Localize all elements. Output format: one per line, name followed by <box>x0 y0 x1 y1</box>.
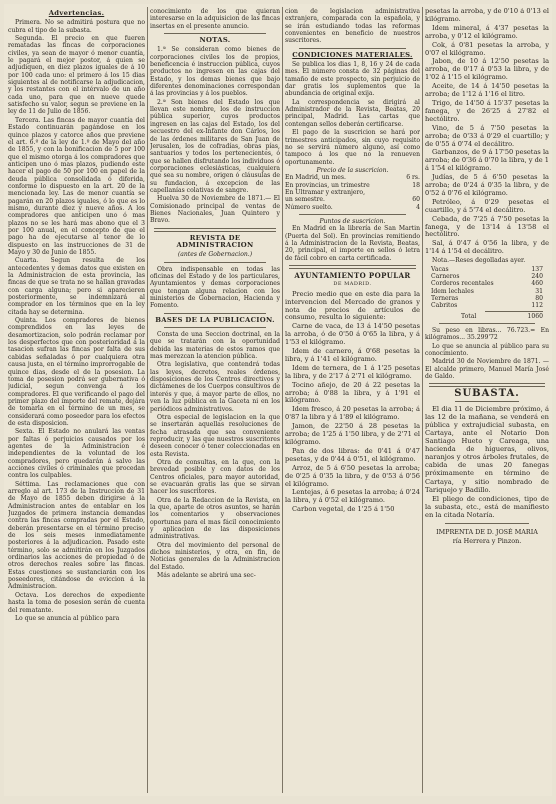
separator <box>299 214 406 215</box>
column-condiciones-ayuntamiento <box>285 8 420 792</box>
separator <box>455 401 519 402</box>
paragraph: Lentejas, á 6 pesetas la arroba; á 0'24 la libra, y á 0'52 el kilógramo. <box>285 488 420 505</box>
paragraph: cion de legislacion administrativa extranjera, comparada con la española, y se irán estudiando todas las reformas convenientes en beneficio de nuestros suscritores. <box>285 8 420 45</box>
paragraph: Idem mineral, á 4'37 pesetas la arroba, y 0'12 el kilógramo. <box>425 23 549 40</box>
paragraph: Cuarta. Segun resulta de los antecedentes y demas datos que existen en la Administracion de esta provincia, las fincas de que se trata no se hallan gravadas con carga alguna; pero si aparecieren posteriormente, se indemnizará al comprador en los términos que en la ley citada hay se determina. <box>8 257 145 316</box>
paragraph: Arroz, de 5 á 6'50 pesetas la arroba; de 0'25 á 0'35 la libra, y de 0'53 á 0'56 el kilógramo. <box>285 463 420 488</box>
reses-label: Vacas <box>431 265 449 273</box>
reses-row <box>425 302 549 309</box>
paragraph: Otra legislativa, que contendrá todas las leyes, decretos, reales órdenes, disposiciones de los Centros directivos y dictámenes de los Cuerpos consultivos de interés y que, á mayor parte de ellos, no ven la luz pública en la Gaceta ni en los periódicos administrativos. <box>150 361 280 413</box>
reses-value: 31 <box>535 287 543 295</box>
paragraph: Carbon vegetal, de 1'25 á 1'50 <box>292 505 395 514</box>
paragraph: Jabon, de 10 á 12'50 pesetas la arroba, de 0'17 á 0'53 la libra, y de 1'02 á 1'15 el kilógramo. <box>425 57 549 82</box>
paragraph: Tocino añejo, de 20 á 22 pesetas la arroba; á 0'88 la libra, y á 1'91 el kilógramo. <box>285 380 420 405</box>
imprenta-line: ría Herrera y Pinzon. <box>452 536 522 545</box>
paragraph: Idem fresco, á 20 pesetas la arroba; á 0'87 la libra y á 1'89 el kilógramo. <box>285 405 420 422</box>
reses-row <box>425 295 549 302</box>
price-row <box>285 189 420 196</box>
paragraph: Precio medio que en este dia para la intervencion del Mercado de granos y nota de precios de artículos de consumo, resulta lo siguiente: <box>285 289 420 322</box>
paragraph: La correspondencia se dirigirá al Administrador de la Revista, Beatas, 20 principal, Madrid. Las cartas que contengan sellos deberán certificarse. <box>285 98 420 128</box>
paragraph: 1.ª Se consideran como bienes de corporaciones civiles los de propios, beneficencia é instruccion pública, cuyos productos no ingresen en las cajas del Estado, y los demas bienes que bajo diferentes denominaciones correspondan á las provincias y á los pueblos. <box>150 46 280 98</box>
nota-reses: Nota.—Reses degolladas ayer. <box>432 257 526 265</box>
paragraph: Trigo, de 14'50 á 15'37 pesetas la fanega, y de 26'25 á 27'82 el hectólitro. <box>425 98 549 123</box>
paragraph: Idem de ternera, de 1 á 1'25 pesetas la libra, y de 2'17 á 2'71 el kilógramo. <box>285 363 420 380</box>
separator <box>164 327 266 328</box>
price-row <box>285 196 420 203</box>
price-label: un semestre. <box>285 196 325 204</box>
paragraph: Pan de dos libras: de 0'41 á 0'47 pesetas, y de 0'44 á 0'51, el kilógramo. <box>285 446 420 463</box>
reses-label: Cabritos <box>431 302 458 310</box>
paragraph: El pago de la suscricion se hará por trimestres anticipados, sin cuyo requisito no se servirá número alguno, así como tampoco á los que no la renueven oportunamente. <box>285 129 420 166</box>
reses-row <box>425 288 549 295</box>
paragraph: Vino, de 5 á 7'50 pesetas la arroba; de 0'33 á 0'29 el cuartillo; y de 0'55 á 0'74 el decálitro. <box>425 123 549 148</box>
paragraph: En Madrid en la librería de San Martin (Puerta del Sol). En provincias remitiendo á la Administracion de la Revista, Beatas, 20, principal, el importe en sellos ó letra de fácil cobro en carta certificada. <box>285 225 420 262</box>
reses-row <box>425 273 549 280</box>
paragraph: Huelva 30 de Noviembre de 1871.— El Comisionado principal de ventas de Bienes Nacionales, Juan Quintero y Bravo. <box>150 195 280 225</box>
price-label: En Ultramar y extranjero, <box>285 188 366 196</box>
paragraph: 2.ª Son bienes del Estado los que llevan este nombre, los de instruccion pública superior, cuyos productos ingresen en las cajas del Estado, los del secuestro del ex-Infante don Cárlos, los de las órdenes militares de San Juan de Jerusalen, los de cofradías, obras pías, santuarios y todos los pertenecientes, ó que se hallen disfrutando los individuos ó corporaciones eclesiásticas, cualquiera que sea su nombre, origen ó cláusulas de su fundacion, á excepcion de las capellanías colativas de sangre. <box>150 98 280 194</box>
paragraph: Segunda. El precio en que fueren rematadas las fincas de corporaciones civiles, ya sean de mayor ó menor cuantía, le pagará el mejor postor, á quien se adjudiquen, en diez plazos iguales de á 10 por 100 cada uno: el primero á los 15 dias siguientes al de notificarse la adjudicacion, y los restantes con el intérvalo de un año cada uno, para que en nueve quede satisfecho su valor, segun se previene en la ley de 11 de Julio de 1856. <box>8 35 145 116</box>
paragraph: pesetas la arroba, y de 0'10 á 0'13 el kilógramo. <box>425 8 549 23</box>
imprenta-line: IMPRENTA DE D. JOSÉ MARIA <box>436 528 538 536</box>
reses-value: 112 <box>531 302 543 310</box>
separator <box>154 228 276 232</box>
paragraph: Cebada, de 7'25 á 7'50 pesetas la fanega, y de 13'14 á 13'58 el hectólitro. <box>425 214 549 239</box>
separator <box>439 323 535 324</box>
paragraph: Otra de consultas, en la que, con la brevedad posible y con datos de los Centros oficiales, para mayor autoridad, se evacuarán gratis las que se sirvan hacer los suscritores. <box>150 458 280 496</box>
paragraph: Garbanzos, de 9 á 17'50 pesetas la arroba; de 0'36 á 0'70 la libra, y de 1 á 1'54 el kilógramo. <box>425 148 549 173</box>
reses-total-row <box>425 313 549 320</box>
paragraph: Carne de vaca, de 13 á 14'50 pesetas la arroba, ó de 0'50 á 0'65 la libra, y á 1'53 el kilógramo. <box>285 322 420 347</box>
reses-label: Carneros <box>431 272 460 280</box>
separator <box>485 311 543 312</box>
price-value: 60 <box>412 196 420 204</box>
paragraph: Tercera. Las fincas de mayor cuantía del Estado continuarán pagándose en los quince plazos y catorce años que previene el art. 6.º de la ley de 1.º de Mayo del año de 1855, y con la bonificacion de 5 por 100 que el mismo otorga á los compradores que anticipen uno ó mas plazos, pudiendo este hacer el pago de 50 por 100 en papel de la deuda pública consolidada ó diferida, conforme lo dispuesto en la art. 20 de la mencionada ley. Las de menor cuantía se pagarán en 20 plazos iguales, ó lo que es lo mismo, durante diez y nueve años. A los compradores que anticipen uno ó mas plazos no se les hará mas abono que el 3 por 100 anual, en el concepto de que el pago ha de ejecutarse al tenor de lo dispuesto en las instrucciones de 31 de Mayo y 30 de Junio de 1855. <box>8 116 145 256</box>
paragraph: Aceite, de 14 á 14'50 pesetas la arroba; de 1'12 á 1'16 el litro. <box>425 82 549 99</box>
paragraph: Judías, de 5 á 6'50 pesetas la arroba; de 0'24 á 0'35 la libra, y de 0'52 á 0'76 el kilógramo. <box>425 173 549 197</box>
reses-row <box>425 266 549 273</box>
paragraph: Octava. Los derechos de expediente hasta la toma de posesion serán de cuenta del rematante. <box>8 591 145 614</box>
column-advertencias <box>8 8 145 792</box>
paragraph: Se publica los dias 1, 8, 16 y 24 de cada mes. El número consta de 32 páginas del tamaño de este prospecto, sin perjuicio de dar gratis los suplementos que la abundancia de original exija. <box>285 61 420 98</box>
paragraph: Séttima. Las reclamaciones que con arreglo al art. 173 de la Instruccion de 31 de Mayo de 1855 deben dirigirse á la Administracion antes de entablar en los Juzgados de primera instancia demandas contra las fincas compradas por el Estado, deberán presentarse en el término preciso de los seis meses inmediatamente posteriores á la adjudicacion. Pasado este término, solo se admitirán en los Juzgados ordinarios las acciones de propiedad ó de otros derechos reales sobre las fincas. Estas cuestiones se sustanciarán con los poseedores, citándose de eviccion á la Administracion. <box>8 480 145 591</box>
separator <box>289 265 416 269</box>
puntos-title: Puntos de suscricion. <box>319 217 386 225</box>
price-row <box>285 174 420 181</box>
column-rule <box>147 7 148 793</box>
paragraph: Cok, á 0'81 pesetas la arroba, y 0'07 el kilógramo. <box>425 40 549 57</box>
paragraph: Sexta. El Estado no anulará las ventas por faltas ó perjuicios causados por los agentes de la Administracion é independientes de la voluntad de los compradores, pero quedarán á salvo las acciones civiles ó criminales que procedan contra los culpables. <box>8 428 145 480</box>
reses-value: 80 <box>535 294 543 302</box>
column-precios-subasta <box>425 8 549 792</box>
separator <box>429 383 545 387</box>
separator <box>164 313 266 314</box>
paragraph: Petróleo, á 0'29 pesetas el cuartillo, y á 5'74 el decálitro. <box>425 197 549 214</box>
reses-label: Terneras <box>431 294 459 302</box>
paragraph: Su peso en libras... 76.723.= En kilógramos... 35.299'72 <box>425 326 549 342</box>
reses-total-label: Total <box>461 312 477 320</box>
advertencias-title: Advertencias. <box>48 9 105 17</box>
paragraph: Lo que se anuncia al público para <box>15 614 120 622</box>
paragraph: Más adelante se abrirá una sec- <box>157 572 256 580</box>
ayuntamiento-subtitle: DE MADRID. <box>333 281 372 288</box>
price-label: En Madrid, un mes. <box>285 174 346 182</box>
column-rule <box>282 7 283 793</box>
column-rule <box>422 7 423 793</box>
paragraph: El pliego de condiciones, tipo de la subasta, etc., está de manifiesto en la citada Notaría. <box>425 494 549 519</box>
reses-value: 137 <box>531 265 543 273</box>
paragraph: Quinta. Los compradores de bienes comprendidos en las leyes de desamortizacion, solo podrán reclamar por los desperfectos que con posterioridad á la tasacion sufran las fincas por falta de sus cabidas señaladas ó por cualquiera otra causa justa, en el término improrrogable de quince dias, desde el de la posesion. La toma de posesion podrá ser gubernativa ó judicial, segun convenga á los compradores. El que verificando el pago del primer plazo del importe del remate, dejára de tomarla en el término de un mes, se considerará como poseedor para los efectos de esta disposicion. <box>8 317 145 427</box>
reses-row <box>425 280 549 287</box>
paragraph: Otra de la Redaccion de la Revista, en la que, aparte de otros asuntos, se harán los comentarios y observaciones oportunas para el mas fácil conocimiento y aplicacion de las disposiciones administrativas. <box>150 496 280 541</box>
reses-value: 240 <box>531 272 543 280</box>
reses-label: Corderos recentales <box>431 280 494 288</box>
paragraph: Otra del movimiento del personal de dichos ministerios, y otra, en fin, de Noticias generales de la Administracion del Estado. <box>150 541 280 571</box>
paragraph: Madrid 30 de Noviembre de 1871. —El alcalde primero, Manuel María José de Galdo. <box>425 358 549 380</box>
newspaper-page <box>4 4 552 796</box>
bases-title: BASES DE LA PUBLICACION. <box>155 315 275 324</box>
price-label: Número suelto. <box>285 203 333 211</box>
separator <box>445 523 529 524</box>
reses-label: Idem lechales <box>431 287 474 295</box>
paragraph: Lo que se anuncia al público para su conocimiento. <box>425 342 549 357</box>
paragraph: Consta de una Seccion doctrinal, en la que se tratarán con la oportunidad debida las materias de estos ramos que mas merezcan la atencion pública. <box>150 331 280 361</box>
revista-subtitle: (antes de Gobernacion.) <box>177 251 253 259</box>
separator <box>299 48 406 49</box>
price-label: En provincias, un trimestre <box>285 181 370 189</box>
paragraph: Primera. No se admitirá postura que no cubra el tipo de la subasta. <box>8 19 145 34</box>
price-value: 18 <box>412 181 420 189</box>
separator <box>164 33 266 34</box>
paragraph: Obra indispensable en todas las oficinas del Estado y de los particulares, Ayuntamientos y demas corporaciones que tengan alguna relacion con los ministerios de Gobernacion, Hacienda y Fomento. <box>150 265 280 310</box>
precio-title: Precio de la suscricion. <box>316 166 389 174</box>
paragraph: Sal, á 0'47 á 0'56 la libra, y de 1'14 á 1'54 el decálitro. <box>425 239 549 256</box>
reses-value: 460 <box>531 280 543 288</box>
notas-title: NOTAS. <box>199 36 231 45</box>
paragraph: Otra especial de legislacion en la que se insertarán aquellas resoluciones de fecha atrasada que sea conveniente reproducir, y las que nuestros suscritores deseen conocer ó tener coleccionadas en esta Revista. <box>150 413 280 458</box>
price-row <box>285 182 420 189</box>
paragraph: Jamon, de 22'50 á 28 pesetas la arroba; de 1'25 á 1'50 libra, y de 2'71 el kilógramo. <box>285 422 420 446</box>
subasta-title: SUBASTA. <box>454 388 520 400</box>
separator <box>164 262 266 263</box>
price-row <box>285 204 420 211</box>
paragraph: Idem de carnero, á 0'68 pesetas la libra, y á 1'41 el kilógramo. <box>285 347 420 363</box>
ayuntamiento-title: AYUNTAMIENTO POPULAR <box>294 271 411 280</box>
price-value: 4 <box>416 203 420 211</box>
reses-total-value: 1060 <box>527 312 543 320</box>
price-value: 6 rs. <box>406 174 420 182</box>
paragraph: El dia 11 de Diciembre próximo, á las 12 de la mañana, se venderá en pública y extrajudicial subasta, en Cartaya, ante el Notario Don Santiago Hueto y Careaga, una hacienda de higueras, olivos, naranjos y otros árboles frutales, de cabida de unas 20 fanegas próximamente en término de Cartaya, y sitio nombrado de Tariquejo y Badillo. <box>425 404 549 494</box>
condiciones-title: CONDICIONES MATERIALES. <box>292 50 413 59</box>
paragraph: conocimiento de los que quieran interesarse en la adquisicion de las fincas insertas en el presente anuncio. <box>150 8 280 30</box>
revista-title: REVISTA DE ADMINISTRACION <box>176 233 254 249</box>
column-notas-revista <box>150 8 280 792</box>
